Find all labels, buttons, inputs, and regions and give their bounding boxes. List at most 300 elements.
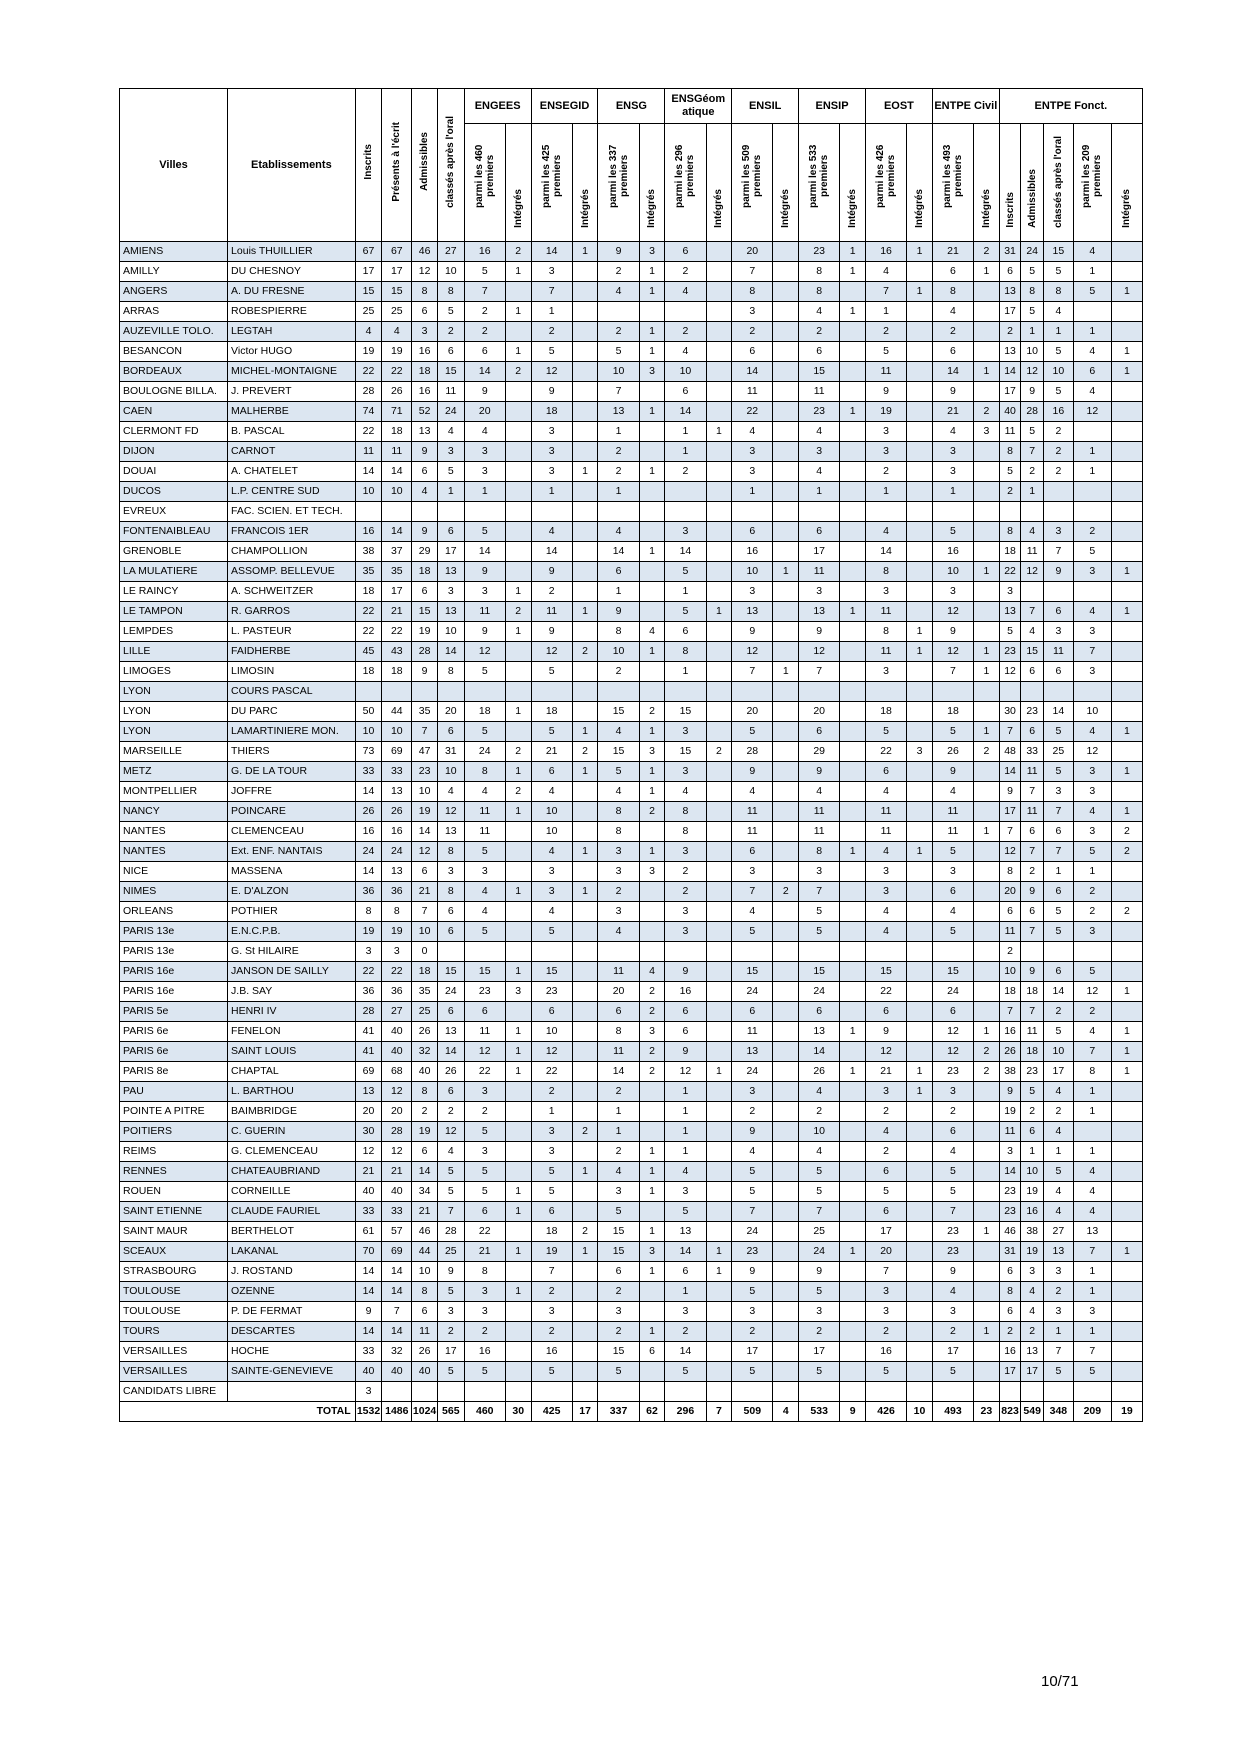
table-row xyxy=(120,1282,1143,1302)
cell-value: 11 xyxy=(1021,762,1044,782)
cell-value xyxy=(773,702,799,722)
cell-value: 10 xyxy=(1043,362,1073,382)
cell-ville: PARIS 6e xyxy=(120,1022,228,1042)
cell-value: 11 xyxy=(732,1022,773,1042)
cell-value: 15 xyxy=(412,602,438,622)
cell-value: 3 xyxy=(865,882,906,902)
cell-ville: CAEN xyxy=(120,402,228,422)
cell-etablissement: FRANCOIS 1ER xyxy=(228,522,356,542)
cell-etablissement: J. ROSTAND xyxy=(228,1262,356,1282)
cell-value: 14 xyxy=(999,362,1021,382)
cell-value: 2 xyxy=(865,1322,906,1342)
cell-value: 27 xyxy=(1043,1222,1073,1242)
cell-value: 3 xyxy=(865,662,906,682)
cell-etablissement: HOCHE xyxy=(228,1342,356,1362)
cell-value xyxy=(1111,1362,1142,1382)
cell-value xyxy=(773,602,799,622)
cell-value: 3 xyxy=(732,302,773,322)
cell-value: 1 xyxy=(840,842,866,862)
cell-value: 1 xyxy=(572,882,598,902)
header-parmi-6: parmi les 426 premiers xyxy=(865,124,906,242)
cell-value: 24 xyxy=(732,1222,773,1242)
cell-value: 14 xyxy=(999,762,1021,782)
cell-value xyxy=(773,1342,799,1362)
cell-value: 20 xyxy=(382,1102,412,1122)
cell-value xyxy=(974,442,1000,462)
cell-value xyxy=(382,1382,412,1402)
cell-value: 1 xyxy=(639,542,665,562)
cell-value: 6 xyxy=(412,862,438,882)
cell-value xyxy=(572,1262,598,1282)
cell-value: 3 xyxy=(598,842,639,862)
header-integres-6: Intégrés xyxy=(907,124,933,242)
cell-value xyxy=(706,1022,732,1042)
cell-value xyxy=(706,882,732,902)
table-row xyxy=(120,462,1143,482)
cell-value xyxy=(639,942,665,962)
cell-value: 12 xyxy=(355,1142,382,1162)
cell-value: 1 xyxy=(572,242,598,262)
total-value: 62 xyxy=(639,1402,665,1422)
cell-value: 3 xyxy=(464,1082,505,1102)
cell-value xyxy=(505,1322,531,1342)
cell-value: 5 xyxy=(932,842,973,862)
cell-value: 1 xyxy=(665,1142,706,1162)
cell-value xyxy=(773,1142,799,1162)
cell-value xyxy=(572,942,598,962)
cell-value xyxy=(464,682,505,702)
cell-value: 4 xyxy=(865,782,906,802)
cell-value: 4 xyxy=(1021,622,1044,642)
cell-value xyxy=(505,1002,531,1022)
cell-value xyxy=(1111,542,1142,562)
cell-value: 2 xyxy=(665,862,706,882)
cell-value: 19 xyxy=(355,922,382,942)
cell-value: 1 xyxy=(639,1162,665,1182)
cell-etablissement: POTHIER xyxy=(228,902,356,922)
cell-value xyxy=(706,1382,732,1402)
cell-value: 1 xyxy=(1111,722,1142,742)
cell-value xyxy=(572,1082,598,1102)
cell-value: 26 xyxy=(999,1042,1021,1062)
cell-value xyxy=(505,662,531,682)
cell-value: 2 xyxy=(1021,462,1044,482)
total-value: 19 xyxy=(1111,1402,1142,1422)
cell-value xyxy=(840,1322,866,1342)
cell-value: 1 xyxy=(1043,322,1073,342)
cell-value: 7 xyxy=(799,662,840,682)
cell-value xyxy=(840,642,866,662)
cell-value: 8 xyxy=(665,642,706,662)
cell-ville: DOUAI xyxy=(120,462,228,482)
cell-value: 3 xyxy=(437,582,464,602)
cell-value xyxy=(531,682,572,702)
cell-value: 5 xyxy=(464,522,505,542)
cell-ville: ARRAS xyxy=(120,302,228,322)
cell-value: 1 xyxy=(907,1062,933,1082)
cell-value: 18 xyxy=(932,702,973,722)
cell-value: 1 xyxy=(1021,322,1044,342)
cell-value: 1 xyxy=(974,662,1000,682)
cell-ville: LYON xyxy=(120,682,228,702)
cell-value xyxy=(1111,782,1142,802)
cell-value xyxy=(639,882,665,902)
total-value: 1486 xyxy=(382,1402,412,1422)
cell-value: 19 xyxy=(382,342,412,362)
cell-value: 7 xyxy=(932,1202,973,1222)
cell-value xyxy=(907,362,933,382)
cell-value: 5 xyxy=(1073,842,1111,862)
cell-value: 12 xyxy=(932,1022,973,1042)
cell-value: 19 xyxy=(1021,1242,1044,1262)
cell-value: 12 xyxy=(412,262,438,282)
cell-value xyxy=(598,1382,639,1402)
cell-value: 4 xyxy=(865,1122,906,1142)
cell-value: 1 xyxy=(598,582,639,602)
cell-value: 2 xyxy=(974,1042,1000,1062)
cell-value: 4 xyxy=(865,922,906,942)
cell-value: 1 xyxy=(639,1222,665,1242)
cell-value: 2 xyxy=(706,742,732,762)
cell-value: 6 xyxy=(1043,602,1073,622)
cell-ville: POINTE A PITRE xyxy=(120,1102,228,1122)
cell-value: 2 xyxy=(1043,1002,1073,1022)
cell-value xyxy=(932,1382,973,1402)
cell-etablissement: Ext. ENF. NANTAIS xyxy=(228,842,356,862)
cell-value: 2 xyxy=(531,322,572,342)
cell-value xyxy=(773,282,799,302)
cell-value: 11 xyxy=(999,922,1021,942)
cell-value: 3 xyxy=(531,442,572,462)
cell-value xyxy=(505,322,531,342)
cell-value: 2 xyxy=(665,1322,706,1342)
cell-value xyxy=(840,722,866,742)
cell-value: 4 xyxy=(437,782,464,802)
cell-value: 3 xyxy=(1073,1302,1111,1322)
cell-value xyxy=(505,1122,531,1142)
cell-value: 2 xyxy=(1073,522,1111,542)
cell-etablissement: COURS PASCAL xyxy=(228,682,356,702)
table-row xyxy=(120,1122,1143,1142)
cell-value: 2 xyxy=(732,322,773,342)
cell-value xyxy=(1021,942,1044,962)
total-value: 209 xyxy=(1073,1402,1111,1422)
cell-ville: LILLE xyxy=(120,642,228,662)
cell-value: 1 xyxy=(907,242,933,262)
cell-value: 10 xyxy=(412,1262,438,1282)
cell-value: 5 xyxy=(464,262,505,282)
cell-value xyxy=(773,522,799,542)
cell-value: 2 xyxy=(1111,842,1142,862)
cell-value: 23 xyxy=(732,1242,773,1262)
cell-value: 1 xyxy=(840,302,866,322)
total-value: 549 xyxy=(1021,1402,1044,1422)
cell-value xyxy=(840,662,866,682)
total-value: 30 xyxy=(505,1402,531,1422)
cell-value xyxy=(907,1002,933,1022)
cell-value: 10 xyxy=(531,822,572,842)
cell-value xyxy=(572,522,598,542)
cell-value: 33 xyxy=(382,1202,412,1222)
cell-value xyxy=(706,402,732,422)
cell-value: 6 xyxy=(865,1162,906,1182)
cell-value: 3 xyxy=(531,1142,572,1162)
cell-etablissement: CLEMENCEAU xyxy=(228,822,356,842)
cell-value: 9 xyxy=(865,382,906,402)
cell-value: 6 xyxy=(412,1142,438,1162)
cell-value: 5 xyxy=(932,1362,973,1382)
cell-value: 4 xyxy=(799,1142,840,1162)
cell-ville: EVREUX xyxy=(120,502,228,522)
cell-value: 9 xyxy=(598,602,639,622)
cell-value xyxy=(1111,622,1142,642)
cell-value: 13 xyxy=(999,342,1021,362)
cell-value: 4 xyxy=(1043,1122,1073,1142)
table-row xyxy=(120,1222,1143,1242)
cell-value: 1 xyxy=(1021,482,1044,502)
cell-value xyxy=(974,582,1000,602)
cell-value xyxy=(1073,1382,1111,1402)
cell-value: 1 xyxy=(464,482,505,502)
cell-value xyxy=(1111,242,1142,262)
cell-value xyxy=(974,902,1000,922)
cell-value xyxy=(1111,1262,1142,1282)
cell-value: 22 xyxy=(865,742,906,762)
cell-value: 11 xyxy=(1043,642,1073,662)
cell-value: 17 xyxy=(732,1342,773,1362)
table-row xyxy=(120,1302,1143,1322)
cell-value: 11 xyxy=(932,822,973,842)
cell-value: 15 xyxy=(531,962,572,982)
cell-value: 3 xyxy=(464,462,505,482)
cell-value xyxy=(974,942,1000,962)
cell-ville: VERSAILLES xyxy=(120,1362,228,1382)
cell-value xyxy=(773,1202,799,1222)
cell-value: 16 xyxy=(464,242,505,262)
table-row xyxy=(120,1202,1143,1222)
cell-value: 6 xyxy=(665,382,706,402)
cell-value: 3 xyxy=(598,902,639,922)
header-parmi-1: parmi les 425 premiers xyxy=(531,124,572,242)
cell-value: 2 xyxy=(974,742,1000,762)
cell-value xyxy=(865,682,906,702)
cell-etablissement: DU CHESNOY xyxy=(228,262,356,282)
cell-value: 12 xyxy=(932,642,973,662)
cell-value: 35 xyxy=(412,702,438,722)
table-row xyxy=(120,1042,1143,1062)
header-integres-2: Intégrés xyxy=(639,124,665,242)
cell-value: 2 xyxy=(999,322,1021,342)
cell-value: 6 xyxy=(437,522,464,542)
cell-value xyxy=(907,1042,933,1062)
cell-value: 4 xyxy=(1021,522,1044,542)
cell-etablissement: A. SCHWEITZER xyxy=(228,582,356,602)
cell-ville: ANGERS xyxy=(120,282,228,302)
cell-value: 9 xyxy=(932,382,973,402)
cell-value: 13 xyxy=(437,1022,464,1042)
cell-value: 3 xyxy=(932,862,973,882)
cell-etablissement: CLAUDE FAURIEL xyxy=(228,1202,356,1222)
cell-value: 1 xyxy=(773,662,799,682)
cell-value: 1 xyxy=(598,1102,639,1122)
total-value: 1532 xyxy=(355,1402,382,1422)
cell-value: 9 xyxy=(412,662,438,682)
cell-value: 26 xyxy=(799,1062,840,1082)
cell-value: 3 xyxy=(355,1382,382,1402)
cell-value xyxy=(505,502,531,522)
cell-value xyxy=(1111,502,1142,522)
cell-value: 7 xyxy=(1021,442,1044,462)
cell-etablissement: FAC. SCIEN. ET TECH. xyxy=(228,502,356,522)
cell-value: 16 xyxy=(665,982,706,1002)
cell-value xyxy=(974,322,1000,342)
cell-value: 1 xyxy=(1073,1262,1111,1282)
cell-value xyxy=(572,902,598,922)
cell-etablissement: LIMOSIN xyxy=(228,662,356,682)
cell-value xyxy=(1111,962,1142,982)
cell-value: 1 xyxy=(840,1062,866,1082)
cell-value: 1 xyxy=(840,242,866,262)
cell-value: 3 xyxy=(974,422,1000,442)
header-presents: Présents à l'écrit xyxy=(382,89,412,242)
cell-value: 14 xyxy=(732,362,773,382)
cell-value: 2 xyxy=(505,362,531,382)
cell-value xyxy=(907,522,933,542)
cell-value xyxy=(665,942,706,962)
cell-value: 6 xyxy=(665,1262,706,1282)
cell-value: 7 xyxy=(1073,1242,1111,1262)
cell-value: 22 xyxy=(355,422,382,442)
cell-value: 16 xyxy=(412,342,438,362)
cell-value: 3 xyxy=(665,1182,706,1202)
cell-value: 1 xyxy=(974,1322,1000,1342)
cell-ville: SAINT ETIENNE xyxy=(120,1202,228,1222)
table-row xyxy=(120,262,1143,282)
cell-value: 5 xyxy=(865,722,906,742)
cell-value xyxy=(1111,1162,1142,1182)
table-row xyxy=(120,742,1143,762)
cell-value xyxy=(505,442,531,462)
cell-value xyxy=(907,442,933,462)
cell-value: 11 xyxy=(732,822,773,842)
cell-value: 18 xyxy=(531,1222,572,1242)
cell-value: 5 xyxy=(464,722,505,742)
cell-value xyxy=(505,462,531,482)
cell-value: 8 xyxy=(999,522,1021,542)
cell-value: 13 xyxy=(1043,1242,1073,1262)
cell-value: 24 xyxy=(932,982,973,1002)
cell-value: 7 xyxy=(732,1202,773,1222)
cell-value: 1 xyxy=(505,1042,531,1062)
cell-value xyxy=(773,782,799,802)
cell-value: 3 xyxy=(665,922,706,942)
cell-value xyxy=(1111,1122,1142,1142)
cell-value: 7 xyxy=(1021,782,1044,802)
cell-value xyxy=(505,542,531,562)
cell-value: 1 xyxy=(531,1102,572,1122)
cell-value: 47 xyxy=(412,742,438,762)
cell-value: 9 xyxy=(437,1262,464,1282)
cell-value xyxy=(706,522,732,542)
cell-value: 7 xyxy=(799,882,840,902)
cell-value xyxy=(974,1202,1000,1222)
cell-value xyxy=(907,1022,933,1042)
cell-ville: TOULOUSE xyxy=(120,1302,228,1322)
cell-value: 6 xyxy=(932,342,973,362)
cell-value: 14 xyxy=(464,542,505,562)
cell-value xyxy=(355,502,382,522)
cell-value: 11 xyxy=(799,382,840,402)
cell-value: 3 xyxy=(355,942,382,962)
cell-value: 6 xyxy=(1073,362,1111,382)
cell-value xyxy=(974,622,1000,642)
cell-value: 1 xyxy=(665,442,706,462)
cell-value xyxy=(974,1182,1000,1202)
header-admissibles: Admissibles xyxy=(412,89,438,242)
cell-value: 26 xyxy=(412,1342,438,1362)
cell-value xyxy=(706,1142,732,1162)
cell-value: 69 xyxy=(382,742,412,762)
cell-ville: FONTENAIBLEAU xyxy=(120,522,228,542)
cell-value: 5 xyxy=(1021,422,1044,442)
cell-ville: PARIS 8e xyxy=(120,1062,228,1082)
cell-value: 4 xyxy=(732,422,773,442)
cell-value: 1 xyxy=(639,782,665,802)
cell-value: 11 xyxy=(464,1022,505,1042)
cell-value: 11 xyxy=(412,1322,438,1342)
cell-value: 3 xyxy=(598,1182,639,1202)
cell-value: 33 xyxy=(355,1342,382,1362)
cell-value: 5 xyxy=(437,302,464,322)
cell-value xyxy=(773,1262,799,1282)
cell-value: 1 xyxy=(665,1282,706,1302)
header-group-entpe-civil: ENTPE Civil xyxy=(932,89,999,124)
cell-value: 3 xyxy=(665,722,706,742)
cell-value: 2 xyxy=(1043,442,1073,462)
cell-value: 4 xyxy=(1073,1162,1111,1182)
cell-value: 2 xyxy=(412,1102,438,1122)
cell-value: 4 xyxy=(598,722,639,742)
cell-value: 4 xyxy=(437,422,464,442)
cell-ville: LIMOGES xyxy=(120,662,228,682)
cell-value: 6 xyxy=(437,342,464,362)
cell-value: 12 xyxy=(732,642,773,662)
cell-value: 8 xyxy=(464,762,505,782)
cell-value: 5 xyxy=(531,1362,572,1382)
cell-value xyxy=(907,942,933,962)
cell-value: 2 xyxy=(639,1062,665,1082)
cell-value xyxy=(840,822,866,842)
cell-value: 15 xyxy=(598,1342,639,1362)
cell-value xyxy=(840,562,866,582)
cell-value: 1 xyxy=(665,662,706,682)
cell-value xyxy=(840,1122,866,1142)
header-group-ensil: ENSIL xyxy=(732,89,799,124)
cell-value xyxy=(706,1282,732,1302)
cell-value: 27 xyxy=(382,1002,412,1022)
table-row xyxy=(120,1062,1143,1082)
cell-value: 15 xyxy=(1043,242,1073,262)
cell-value xyxy=(840,1002,866,1022)
cell-value xyxy=(932,942,973,962)
cell-value: 14 xyxy=(355,462,382,482)
cell-value xyxy=(974,1162,1000,1182)
cell-value: 30 xyxy=(999,702,1021,722)
cell-value: 4 xyxy=(932,782,973,802)
cell-ville: LE RAINCY xyxy=(120,582,228,602)
cell-etablissement: A. DU FRESNE xyxy=(228,282,356,302)
cell-value: 5 xyxy=(464,662,505,682)
